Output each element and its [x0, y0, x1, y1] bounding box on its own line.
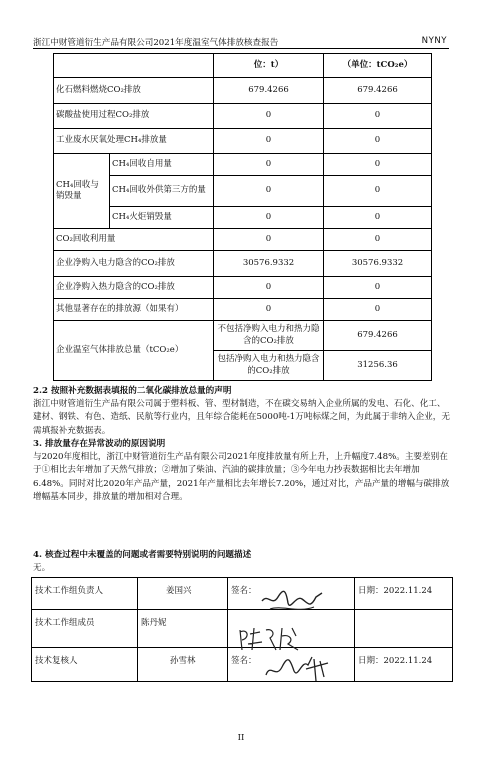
row-label: 化石燃料燃烧CO₂排放 — [54, 78, 214, 104]
signoff-row — [32, 610, 453, 648]
page-number: II — [237, 733, 245, 743]
row-value: 0 — [324, 104, 432, 129]
table-row — [54, 207, 432, 229]
total-label: 企业温室气体排放总量（tCO₂e） — [54, 321, 214, 381]
table-row — [54, 251, 432, 277]
section-heading: 2.2 按照补充数据表填报的二氧化碳排放总量的声明 — [33, 386, 232, 396]
table-row — [54, 176, 432, 207]
row-value: 0 — [214, 129, 324, 154]
signoff-role: 技术工作组负责人 — [32, 578, 138, 610]
date-label: 日期： — [358, 586, 384, 596]
date-label: 日期： — [358, 656, 384, 666]
row-value: 0 — [324, 229, 432, 251]
row-label: CO₂回收利用量 — [54, 229, 214, 251]
signoff-date — [355, 610, 453, 648]
row-label: CH₄回收外供第三方的量 — [110, 176, 214, 207]
row-label: 工业废水厌氧处理CH₄排放量 — [54, 129, 214, 154]
header-blank-cell — [54, 54, 214, 78]
signoff-date — [355, 648, 453, 682]
signoff-role: 技术复核人 — [32, 648, 138, 682]
table-row — [54, 229, 432, 251]
row-value: 0 — [214, 229, 324, 251]
total-sub-label: 不包括净购入电力和热力隐含的CO₂排放 — [214, 321, 324, 351]
signoff-row — [32, 578, 453, 610]
section-heading: 3. 排放量存在异常波动的原因说明 — [33, 439, 166, 449]
row-value: 0 — [214, 277, 324, 299]
signoff-sign-label — [228, 610, 355, 648]
row-value: 0 — [324, 207, 432, 229]
ch4-group-label: CH₄回收与销毁量 — [54, 154, 110, 229]
row-value: 0 — [324, 299, 432, 321]
table-header-row — [54, 54, 432, 78]
section-4 — [33, 549, 451, 575]
section-paragraph: 与2020年度相比，浙江中财管道衍生产品有限公司2021年度排放量有所上升，上升幅度7.48%。主要差别在于①相比去年增加了天然气排放；②增加了柴油、汽油的碳排放量；③今年电力抄表数据相比去年增加6.48%。同时对比2020年产品产量，2021年产量相比去年增长7.20%，通过对比，产品产量的增幅与碳排放增幅基本同步，排放量的增加相对合理。 — [33, 452, 450, 502]
page-header — [33, 26, 449, 49]
date-value: 2022.11.24 — [383, 656, 433, 666]
table-row — [54, 129, 432, 154]
total-row — [54, 321, 432, 351]
row-value: 0 — [214, 104, 324, 129]
row-value: 0 — [214, 176, 324, 207]
signoff-role: 技术工作组成员 — [32, 610, 138, 648]
emission-table — [53, 53, 432, 381]
signoff-table — [31, 577, 453, 682]
signoff-row — [32, 648, 453, 682]
signoff-name: 姜国兴 — [138, 578, 228, 610]
row-label: 企业净购入电力隐含的CO₂排放 — [54, 251, 214, 277]
header-unit-cell: 位：t） — [214, 54, 324, 78]
table-row — [54, 299, 432, 321]
row-label: 碳酸盐使用过程CO₂排放 — [54, 104, 214, 129]
report-code: NYNY — [421, 36, 447, 46]
section-heading: 4. 核查过程中未覆盖的问题或者需要特别说明的问题描述 — [33, 550, 252, 560]
report-title: 浙江中财管道衍生产品有限公司2021年度温室气体排放核查报告 — [33, 38, 279, 48]
row-value: 0 — [324, 154, 432, 176]
row-value: 0 — [214, 207, 324, 229]
signoff-sign-label: 签名： — [228, 578, 355, 610]
row-label: CH₄火炬销毁量 — [110, 207, 214, 229]
row-value: 0 — [324, 176, 432, 207]
signoff-name: 孙雪林 — [138, 648, 228, 682]
signoff-date — [355, 578, 453, 610]
row-value: 679.4266 — [324, 78, 432, 104]
header-unit-cell-2: （单位：tCO₂e） — [324, 54, 432, 78]
row-value: 0 — [214, 154, 324, 176]
section-2-2 — [33, 385, 451, 438]
row-value: 0 — [214, 299, 324, 321]
signoff-sign-label: 签名： — [228, 648, 355, 682]
row-value: 30576.9332 — [324, 251, 432, 277]
total-value: 679.4266 — [324, 321, 432, 351]
total-value: 31256.36 — [324, 351, 432, 381]
section-3 — [33, 438, 451, 504]
row-value: 679.4266 — [214, 78, 324, 104]
row-label: 企业净购入热力隐含的CO₂排放 — [54, 277, 214, 299]
total-sub-label: 包括净购入电力和热力隐含的CO₂排放 — [214, 351, 324, 381]
table-row — [54, 277, 432, 299]
row-label: 其他显著存在的排放源（如果有） — [54, 299, 214, 321]
table-row — [54, 78, 432, 104]
table-row — [54, 154, 432, 176]
row-value: 30576.9332 — [214, 251, 324, 277]
section-paragraph: 无。 — [33, 563, 51, 574]
row-value: 0 — [324, 129, 432, 154]
signoff-name: 陈丹妮 — [138, 610, 228, 648]
row-label: CH₄回收自用量 — [110, 154, 214, 176]
table-row — [54, 104, 432, 129]
row-value: 0 — [324, 277, 432, 299]
section-paragraph: 浙江中财管道衍生产品有限公司属于塑料板、管、型材制造，不在碳交易纳入企业所属的发电、石化、化工、建材、钢铁、有色、造纸、民航等行业内，且年综合能耗在5000吨-1万吨标煤之间，为此属于非纳入企业，无需填报补充数据表。 — [33, 399, 450, 436]
date-value: 2022.11.24 — [383, 586, 433, 596]
